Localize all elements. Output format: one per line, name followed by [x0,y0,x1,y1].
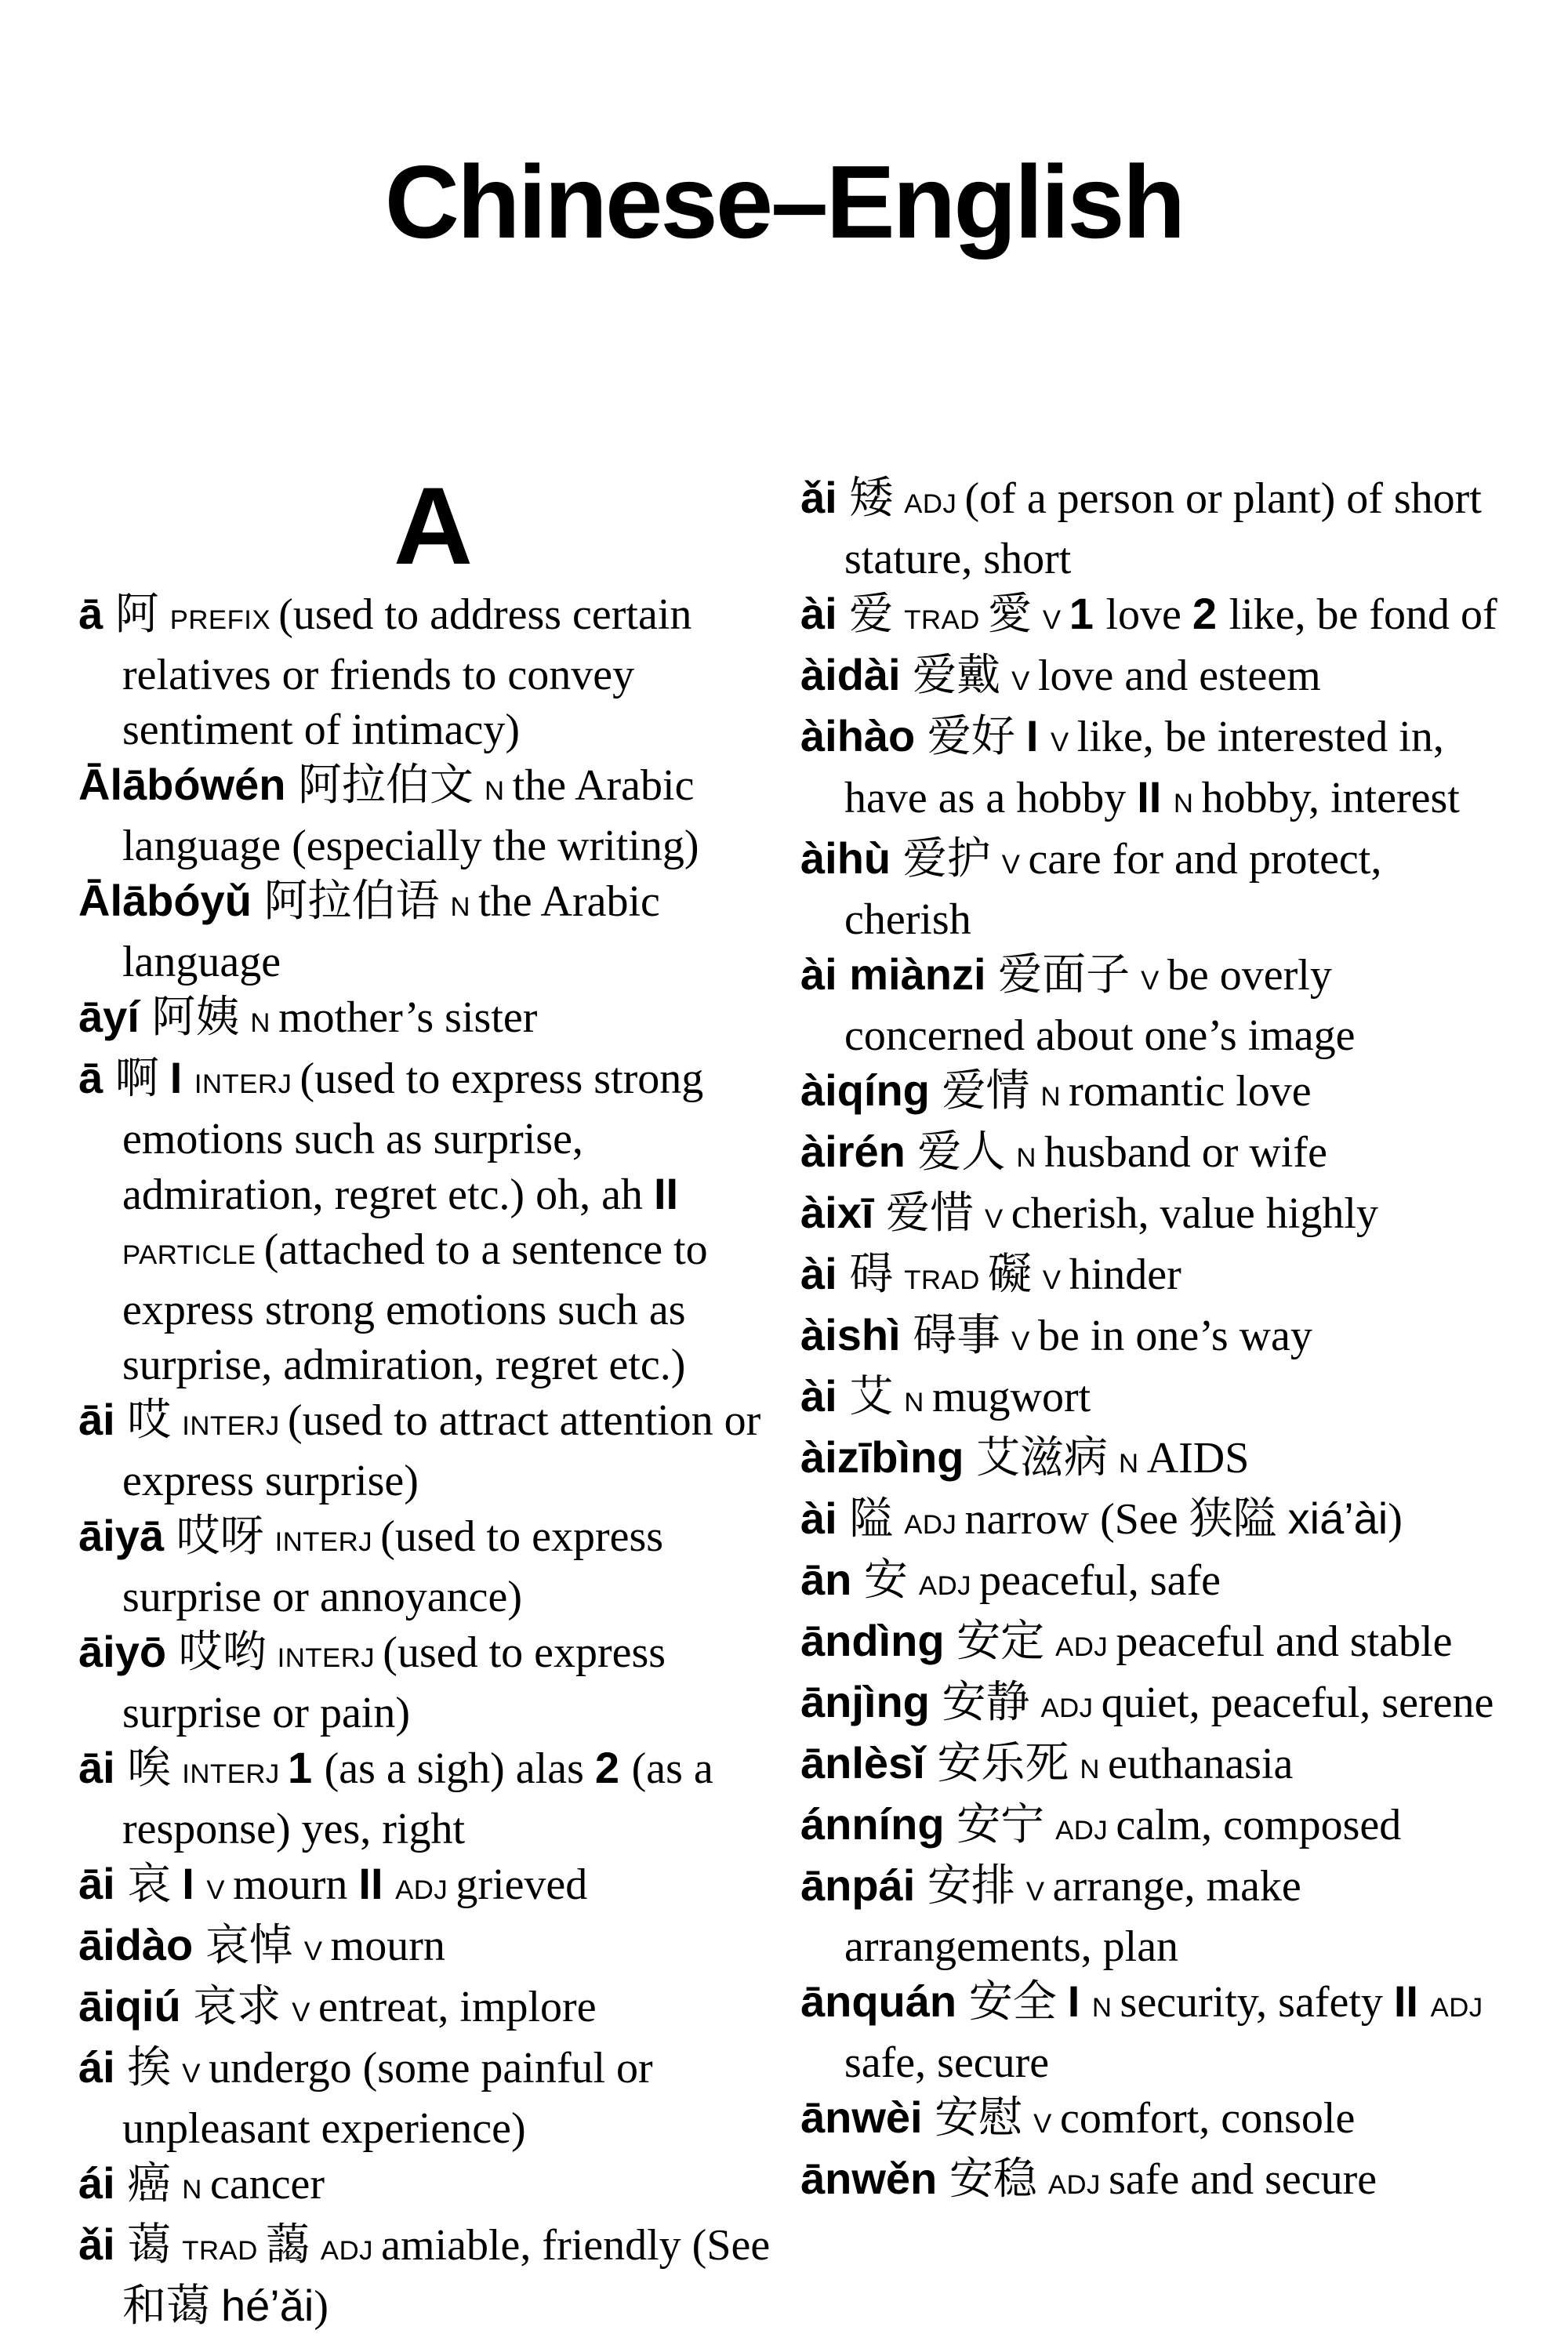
dictionary-entry [78,989,788,1051]
dictionary-entry [78,1857,788,1918]
pos-label: INTERJ [277,1643,383,1673]
dictionary-entry [800,1491,1498,1552]
definition-text: mourn [233,1860,359,1909]
definition-text: narrow (See [964,1495,1189,1544]
hanzi-text: 安定 [956,1617,1056,1666]
headword-pinyin: ā [78,1053,115,1102]
sense-roman-numeral: II [1137,772,1174,822]
pos-label: N [904,1388,932,1417]
hanzi-text: 哀悼 [205,1922,304,1970]
headword-pinyin: ānwěn [800,2154,949,2203]
hanzi-text: 隘 [849,1495,905,1544]
pos-label: ADJ [1055,1816,1116,1846]
headword-pinyin: āiyō [78,1627,179,1676]
headword-pinyin: àirén [800,1127,918,1176]
dictionary-entry [800,1063,1498,1124]
headword-pinyin: ānwèi [800,2092,935,2142]
hanzi-text: 安慰 [935,2094,1034,2143]
definition-text: like, be interested in, have as a hobby [844,713,1444,822]
dictionary-entry [78,1918,788,1979]
pos-label: V [1050,728,1077,757]
headword-pinyin: āi [78,1859,128,1908]
definition-text: husband or wife [1044,1128,1327,1177]
hanzi-text: 癌 [127,2160,183,2209]
hanzi-text: 狭隘 [1189,1495,1288,1544]
pos-label: V [1042,1265,1069,1295]
definition-text: the Arabic language (especially the writing) [122,761,699,870]
headword-pinyin: ānquán [800,1976,969,2026]
headword-pinyin: ānlèsǐ [800,1738,938,1788]
pos-label: ADJ [1430,1993,1483,2023]
headword-pinyin: àidài [800,650,913,699]
definition-text: grieved [456,1860,588,1909]
right-entries [800,470,1498,2212]
definition-text: (of a person or plant) of short stature, short [844,474,1482,583]
cross-reference-pinyin: hé’ǎi [221,2281,314,2330]
pos-label: INTERJ [194,1069,300,1099]
hanzi-text: 阿拉伯语 [263,877,451,926]
dictionary-entry [800,1797,1498,1858]
headword-pinyin: àizībìng [800,1432,976,1482]
left-entries [78,586,788,2334]
headword-pinyin: àihào [800,711,927,760]
pos-label: N [1119,1449,1147,1479]
dictionary-entry [800,1858,1498,1974]
dictionary-entry [78,2040,788,2156]
pos-label: N [182,2175,210,2205]
pos-label: ADJ [395,1875,456,1905]
left-column [78,464,788,2334]
definition-text: quiet, peaceful, serene [1101,1679,1494,1727]
headword-pinyin: āi [78,1395,128,1444]
hanzi-text: 艾滋病 [976,1434,1119,1483]
headword-pinyin: ài [800,589,850,638]
dictionary-entry [800,470,1498,586]
definition-text: AIDS [1146,1434,1250,1483]
pos-label: TRAD [904,1265,988,1295]
definition-text: ) [1388,1495,1403,1544]
pos-label: N [1080,1755,1109,1784]
dictionary-entry [800,709,1498,831]
dictionary-entry [78,1392,788,1508]
headword-pinyin: ān [800,1555,864,1604]
dictionary-entry [800,1613,1498,1675]
hanzi-text: 唉 [127,1744,183,1793]
pos-label: ADJ [1040,1693,1102,1723]
page-title: Chinese–English [384,144,1184,260]
hanzi-text: 阿 [114,590,170,639]
hanzi-text: 爱 [849,590,905,639]
pos-label: ADJ [904,489,965,519]
pos-label: V [292,1998,319,2027]
definition-text: be in one’s way [1037,1312,1312,1360]
pos-label: N [450,892,479,922]
headword-pinyin: āidào [78,1920,205,1969]
dictionary-entry [78,2156,788,2217]
headword-pinyin: ánníng [800,1799,957,1849]
dictionary-entry [78,1508,788,1624]
hanzi-text: 安稳 [949,2155,1048,2204]
dictionary-entry [800,2090,1498,2151]
pos-label: V [984,1204,1011,1234]
pos-label: PARTICLE [122,1240,264,1270]
hanzi-text: 安宁 [956,1801,1056,1849]
hanzi-text: 矮 [849,474,905,523]
headword-pinyin: ài miànzi [800,949,999,999]
headword-pinyin: ái [78,2158,128,2208]
dictionary-entry [800,648,1498,709]
pos-label: ADJ [320,2236,382,2266]
hanzi-text: 蔼 [127,2221,183,2270]
definition-text: love and esteem [1037,652,1321,700]
headword-pinyin: Ālābówén [78,760,299,809]
definition-text: mother’s sister [278,993,538,1042]
definition-text: romantic love [1069,1067,1312,1116]
hanzi-text: 阿姨 [151,993,251,1042]
definition-text: love [1105,590,1192,639]
definition-text: be overly concerned about one’s image [844,951,1356,1060]
hanzi-text: 和蔼 [122,2282,221,2331]
pos-label: N [1091,1993,1120,2023]
pos-label: INTERJ [274,1527,381,1557]
dictionary-entry [78,1979,788,2040]
pos-label: N [250,1008,279,1038]
definition-text: cancer [209,2160,325,2209]
dictionary-entry [800,1369,1498,1430]
sense-number: 2 [1192,589,1229,638]
headword-pinyin: ānpái [800,1860,927,1910]
pos-label: V [1025,1877,1053,1907]
sense-roman-numeral: I [1025,711,1051,760]
definition-text: amiable, friendly (See [381,2221,771,2270]
definition-text: peaceful and stable [1116,1617,1453,1666]
sense-roman-numeral: I [182,1859,207,1908]
hanzi-text: 爱戴 [913,652,1012,700]
definition-text: mourn [330,1922,445,1970]
definition-text: ) [314,2282,328,2331]
dictionary-entry [78,1051,788,1392]
pos-label: V [303,1936,331,1966]
dictionary-entry [800,1675,1498,1736]
headword-pinyin: ài [800,1249,850,1298]
dictionary-entry [800,1308,1498,1369]
sense-number: 1 [287,1743,325,1792]
hanzi-text: 哎呀 [176,1512,275,1561]
pos-label: V [1001,850,1029,880]
hanzi-text: 艾 [849,1373,905,1421]
hanzi-text: 愛 [987,590,1043,639]
dictionary-entry [800,1124,1498,1185]
dictionary-entry [800,1736,1498,1797]
dictionary-entry [78,2217,788,2334]
dictionary-entry [78,1624,788,1740]
pos-label: TRAD [904,605,988,635]
headword-pinyin: ái [78,2042,128,2092]
headword-pinyin: āiyā [78,1511,176,1560]
headword-pinyin: Ālābóyǔ [78,876,264,925]
dictionary-entry [800,947,1498,1063]
hanzi-text: 爱情 [942,1067,1041,1116]
definition-text: (used to express strong emotions such as surprise, admiration, regret etc.) oh, ah [122,1054,704,1219]
definition-text: hinder [1069,1250,1181,1299]
definition-text: peaceful, safe [979,1556,1221,1605]
headword-pinyin: ǎi [800,473,850,522]
pos-label: ADJ [904,1510,965,1540]
section-letter-heading: A [393,464,474,587]
dictionary-entry [800,1430,1498,1491]
sense-roman-numeral: I [169,1053,194,1102]
dictionary-entry [800,586,1498,648]
hanzi-text: 哎 [127,1396,183,1445]
hanzi-text: 挨 [127,2044,183,2092]
definition-text: hobby, interest [1201,774,1460,822]
headword-pinyin: ài [800,1494,850,1543]
definition-text: like, be fond of [1229,590,1497,639]
hanzi-text: 哀 [127,1860,183,1909]
hanzi-text: 哎哟 [178,1628,278,1677]
pos-label: N [1173,789,1202,818]
pos-label: V [182,2059,209,2089]
hanzi-text: 安 [863,1556,919,1605]
pos-label: V [1042,605,1069,635]
dictionary-entry [800,1247,1498,1308]
headword-pinyin: ā [78,589,115,638]
sense-roman-numeral: II [1393,1976,1431,2026]
pos-label: V [1033,2109,1060,2139]
definition-text: safe and secure [1109,2155,1377,2204]
definition-text: (as a sigh) alas [324,1744,595,1793]
definition-text: arrange, make arrangements, plan [844,1862,1301,1971]
sense-roman-numeral: I [1067,1976,1092,2026]
hanzi-text: 礙 [987,1250,1043,1299]
definition-text: (as a response) yes, right [122,1744,713,1853]
pos-label: N [1040,1082,1069,1112]
definition-text: (used to address certain relatives or friends to convey sentiment of intimacy) [122,590,692,754]
headword-pinyin: ānjìng [800,1677,942,1726]
hanzi-text: 哀求 [193,1983,292,2031]
hanzi-text: 阿拉伯文 [298,761,485,810]
sense-roman-numeral: II [358,1859,396,1908]
hanzi-text: 藹 [265,2221,321,2270]
pos-label: V [206,1875,234,1905]
definition-text: the Arabic language [122,877,660,986]
pos-label: TRAD [182,2236,266,2266]
hanzi-text: 爱惜 [885,1189,985,1238]
hanzi-text: 啊 [114,1054,170,1103]
pos-label: V [1141,966,1167,996]
dictionary-entry [800,1185,1498,1247]
hanzi-text: 安全 [968,1978,1068,2027]
pos-label: N [485,776,513,806]
headword-pinyin: àiqíng [800,1065,942,1115]
definition-text: care for and protect, cherish [844,835,1382,944]
headword-pinyin: àixī [800,1188,886,1237]
hanzi-text: 爱人 [917,1128,1017,1177]
hanzi-text: 安乐死 [937,1740,1080,1788]
definition-text: safe, secure [844,2038,1050,2087]
hanzi-text: 爱好 [927,713,1026,761]
sense-number: 2 [594,1743,632,1792]
headword-pinyin: ài [800,1371,850,1421]
headword-pinyin: àishì [800,1310,913,1359]
pos-label: PREFIX [169,605,279,635]
definition-text: comfort, console [1059,2094,1356,2143]
definition-text: calm, composed [1116,1801,1402,1849]
definition-text: mugwort [931,1373,1091,1421]
two-column-text-block [78,464,1498,2334]
dictionary-entry [78,1740,788,1857]
definition-text: (used to express surprise or pain) [122,1628,666,1737]
headword-pinyin: āndìng [800,1616,957,1665]
sense-number: 1 [1069,589,1106,638]
right-column [800,470,1498,2212]
definition-text: security, safety [1120,1978,1394,2027]
dictionary-entry [800,1552,1498,1613]
definition-text: (attached to a sentence to express strong emotions such as surprise, admiration, regret etc.) [122,1225,708,1389]
cross-reference-pinyin: xiá’ài [1287,1494,1388,1543]
pos-label: INTERJ [182,1411,288,1441]
pos-label: V [1011,666,1038,696]
dictionary-entry [78,873,788,989]
headword-pinyin: āiqiú [78,1981,194,2031]
dictionary-entry [78,586,788,757]
sense-roman-numeral: II [653,1169,679,1218]
hanzi-text: 安排 [927,1862,1026,1911]
hanzi-text: 爱护 [902,835,1002,884]
definition-text: undergo (some painful or unpleasant experience) [122,2044,653,2153]
hanzi-text: 爱面子 [998,951,1142,1000]
pos-label: V [1011,1327,1038,1356]
hanzi-text: 碍事 [913,1312,1012,1360]
pos-label: ADJ [1047,2170,1109,2200]
headword-pinyin: ǎi [78,2220,128,2269]
definition-text: (used to express surprise or annoyance) [122,1512,664,1621]
definition-text: cherish, value highly [1011,1189,1378,1238]
pos-label: N [1016,1143,1045,1173]
dictionary-entry [78,757,788,873]
definition-text: entreat, implore [318,1983,597,2031]
headword-pinyin: āyí [78,992,152,1041]
definition-text: euthanasia [1108,1740,1294,1788]
pos-label: ADJ [918,1571,980,1601]
dictionary-entry [800,1974,1498,2090]
definition-text: (used to attract attention or express surprise) [122,1396,761,1505]
headword-pinyin: āi [78,1743,128,1792]
hanzi-text: 碍 [849,1250,905,1299]
dictionary-entry [800,2151,1498,2212]
headword-pinyin: àihù [800,833,903,883]
hanzi-text: 安静 [942,1679,1041,1727]
dictionary-entry [800,831,1498,947]
pos-label: INTERJ [182,1759,288,1789]
pos-label: ADJ [1055,1632,1116,1662]
